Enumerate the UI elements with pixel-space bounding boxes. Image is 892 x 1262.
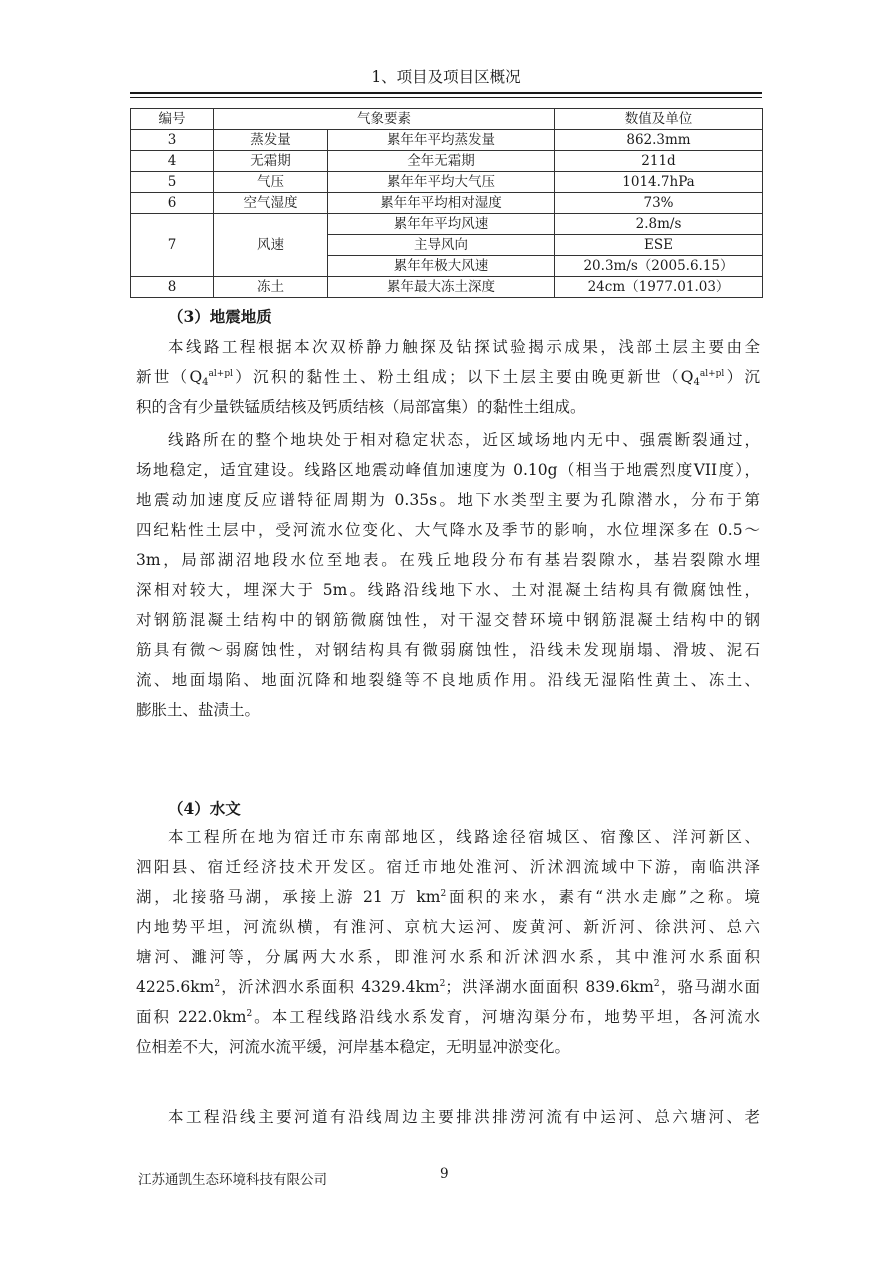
footer-company: 江苏通凯生态环境科技有限公司	[138, 1172, 327, 1188]
page-number: 9	[440, 1166, 449, 1182]
cell-item: 累年最大冻土深度	[328, 277, 555, 298]
text-line: 本工程所在地为宿迁市东南部地区，线路途径宿城区、宿豫区、洋河新区、	[168, 828, 760, 846]
text-line: 深相对较大，埋深大于 5m。线路沿线地下水、土对混凝土结构具有微腐蚀性，	[136, 581, 760, 599]
text-span: 湖，北接骆马湖，承接上游 21 万 km	[136, 888, 441, 906]
table-row	[131, 130, 763, 151]
text-line: 3m，局部湖沼地段水位至地表。在残丘地段分布有基岩裂隙水，基岩裂隙水埋	[136, 551, 760, 569]
cell-value: 73%	[555, 193, 763, 214]
text-span: 新世（Q	[136, 368, 203, 386]
header-no: 编号	[131, 109, 214, 130]
table-row	[131, 172, 763, 193]
text-span: 面积 222.0km	[136, 1008, 247, 1026]
text-line: 本工程沿线主要河道有沿线周边主要排洪排涝河流有中运河、总六塘河、老	[168, 1108, 760, 1126]
subscript: 4	[693, 377, 700, 388]
cell-item: 全年无霜期	[328, 151, 555, 172]
cell-category: 风速	[214, 214, 328, 277]
meteorology-table	[130, 108, 763, 298]
cell-item: 主导风向	[328, 235, 555, 256]
text-line: 积的含有少量铁锰质结核及钙质结核（局部富集）的黏性土组成。	[136, 398, 586, 416]
superscript: 2	[439, 979, 446, 989]
cell-category: 空气湿度	[214, 193, 328, 214]
cell-no: 7	[131, 214, 214, 277]
cell-item: 累年年平均蒸发量	[328, 130, 555, 151]
text-span: 。本工程线路沿线水系发育，河塘沟渠分布，地势平坦，各河流水	[252, 1008, 760, 1026]
cell-value: 862.3mm	[555, 130, 763, 151]
text-line	[136, 1002, 760, 1032]
cell-no: 8	[131, 277, 214, 298]
superscript: 2	[246, 1009, 253, 1019]
paragraph-geology	[136, 332, 760, 422]
text-span: ）沉积的黏性土、粉土组成；以下土层主要由晚更新世（Q	[232, 368, 694, 386]
page-header: 1、项目及项目区概况	[130, 66, 762, 94]
text-line: 位相差不大，河流水流平缓，河岸基本稳定，无明显冲淤变化。	[136, 1038, 571, 1056]
text-line	[136, 882, 760, 912]
cell-item: 累年年平均相对湿度	[328, 193, 555, 214]
cell-item: 累年年平均风速	[328, 214, 555, 235]
text-line: 地震动加速度反应谱特征周期为 0.35s。地下水类型主要为孔隙潜水，分布于第	[136, 491, 760, 509]
table-row	[131, 277, 763, 298]
text-span: ，骆马湖水面	[659, 978, 760, 996]
text-line: 对钢筋混凝土结构中的钢筋微腐蚀性，对干湿交替环境中钢筋混凝土结构中的钢	[136, 611, 760, 629]
cell-value: 1014.7hPa	[555, 172, 763, 193]
text-line: 泗阳县、宿迁经济技术开发区。宿迁市地处淮河、沂沭泗流域中下游，南临洪泽	[136, 858, 760, 876]
header-value: 数值及单位	[555, 109, 763, 130]
text-span: 4225.6km	[136, 978, 215, 996]
text-line: 四纪粘性土层中，受河流水位变化、大气降水及季节的影响，水位埋深多在 0.5～	[136, 521, 760, 539]
cell-category: 冻土	[214, 277, 328, 298]
superscript: 2	[653, 979, 660, 989]
table-row	[131, 193, 763, 214]
cell-category: 无霜期	[214, 151, 328, 172]
text-line: 膨胀土、盐渍土。	[136, 701, 261, 719]
cell-item: 累年年极大风速	[328, 256, 555, 277]
text-span: ；洪泽湖水面面积 839.6km	[445, 978, 654, 996]
table-header-row	[131, 109, 763, 130]
cell-item: 累年年平均大气压	[328, 172, 555, 193]
cell-value: ESE	[555, 235, 763, 256]
section-heading-earthquake: （3）地震地质	[168, 307, 272, 326]
subscript: 4	[202, 377, 209, 388]
paragraph-rivers	[136, 1102, 760, 1132]
cell-value: 211d	[555, 151, 763, 172]
text-line: 内地势平坦，河流纵横，有淮河、京杭大运河、废黄河、新沂河、徐洪河、总六	[136, 918, 760, 936]
text-span: ）沉	[724, 368, 760, 386]
superscript: 2	[214, 979, 221, 989]
cell-category: 气压	[214, 172, 328, 193]
cell-no: 5	[131, 172, 214, 193]
paragraph-site-stability	[136, 425, 760, 725]
text-line: 本线路工程根据本次双桥静力触探及钻探试验揭示成果，浅部土层主要由全	[168, 338, 760, 356]
text-line: 筋具有微～弱腐蚀性，对钢结构具有微弱腐蚀性，沿线未发现崩塌、滑坡、泥石	[136, 641, 760, 659]
text-span: 面积的来水，素有“洪水走廊”之称。境	[446, 888, 760, 906]
cell-value: 2.8m/s	[555, 214, 763, 235]
cell-category: 蒸发量	[214, 130, 328, 151]
superscript: 2	[440, 889, 447, 899]
text-span: ，沂沭泗水系面积 4329.4km	[220, 978, 440, 996]
text-line	[136, 362, 760, 392]
cell-value: 20.3m/s（2005.6.15）	[555, 256, 763, 277]
cell-no: 6	[131, 193, 214, 214]
header-element: 气象要素	[214, 109, 555, 130]
section-heading-hydrology: （4）水文	[168, 799, 241, 818]
cell-no: 4	[131, 151, 214, 172]
paragraph-hydrology	[136, 822, 760, 1062]
text-line: 场地稳定，适宜建设。线路区地震动峰值加速度为 0.10g（相当于地震烈度VII度），	[136, 461, 760, 479]
text-line	[136, 972, 760, 1002]
table-row	[131, 151, 763, 172]
cell-no: 3	[131, 130, 214, 151]
text-line: 流、地面塌陷、地面沉降和地裂缝等不良地质作用。沿线无湿陷性黄土、冻土、	[136, 671, 760, 689]
superscript: al+pl	[208, 369, 233, 379]
text-line: 塘河、濉河等，分属两大水系，即淮河水系和沂沭泗水系，其中淮河水系面积	[136, 948, 760, 966]
superscript: al+pl	[699, 369, 725, 379]
table-row	[131, 214, 763, 235]
cell-value: 24cm（1977.01.03）	[555, 277, 763, 298]
text-line: 线路所在的整个地块处于相对稳定状态，近区域场地内无中、强震断裂通过，	[168, 431, 760, 449]
